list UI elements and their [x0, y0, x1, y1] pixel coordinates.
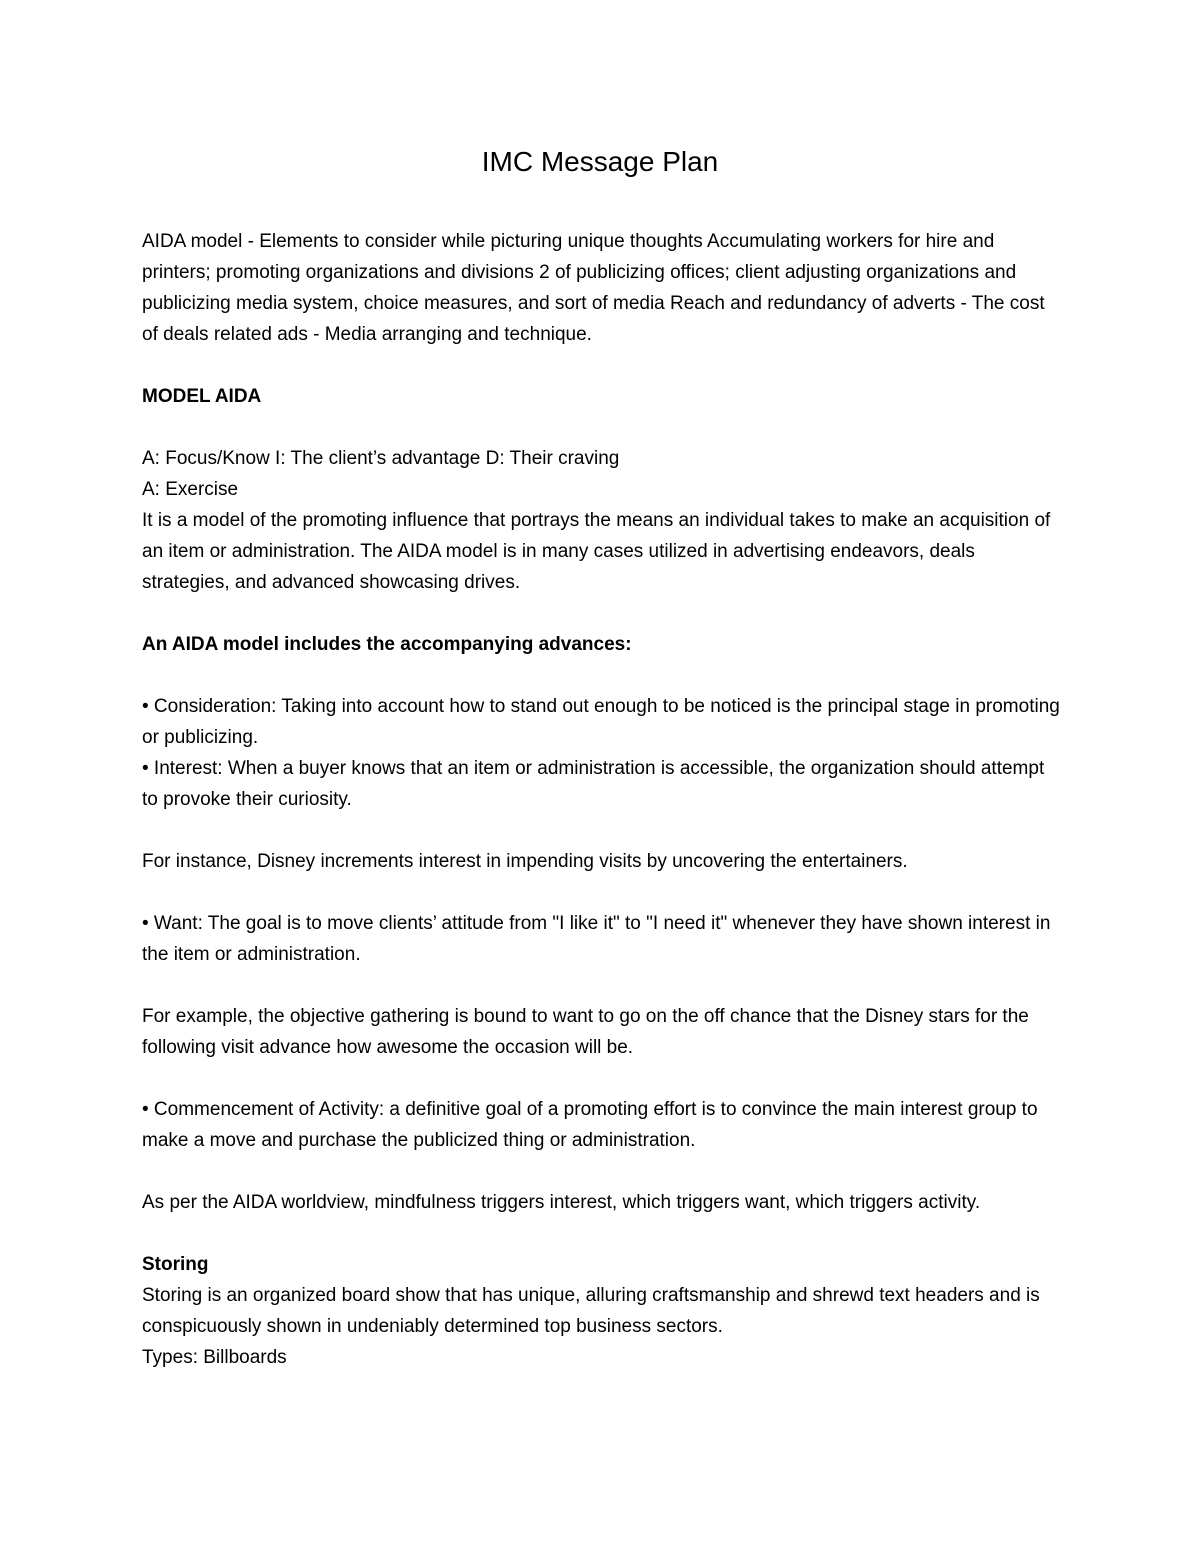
paragraph-gap: [142, 1156, 1062, 1187]
storing-types: Types: Billboards: [142, 1347, 287, 1368]
bullet-consideration: • Consideration: Taking into account how to stand out enough to be noticed is the principal stage in promoting or publicizing.: [142, 696, 1060, 748]
heading-storing: Storing: [142, 1254, 209, 1275]
bullet-interest: • Interest: When a buyer knows that an item or administration is accessible, the organization should attempt to provoke their curiosity.: [142, 758, 1045, 810]
paragraph-gap: [142, 815, 1062, 846]
bullet-activity: • Commencement of Activity: a definitive goal of a promoting effort is to convince the main interest group to make a move and purchase the publicized thing or administration.: [142, 1099, 1038, 1151]
document-title: IMC Message Plan: [481, 146, 719, 177]
heading-advances: An AIDA model includes the accompanying advances:: [142, 634, 632, 655]
document-body: [142, 226, 1062, 1373]
aida-line-1: A: Focus/Know I: The client’s advantage D: Their craving: [142, 448, 620, 469]
heading-model-aida: MODEL AIDA: [142, 386, 262, 407]
paragraph-gap: [142, 350, 1062, 381]
paragraph-gap: [142, 1218, 1062, 1249]
paragraph-gap: [142, 877, 1062, 908]
aida-summary: As per the AIDA worldview, mindfulness triggers interest, which triggers want, which triggers activity.: [142, 1192, 981, 1213]
storing-description: Storing is an organized board show that has unique, alluring craftsmanship and shrewd text headers and is conspicuously shown in undeniably determined top business sectors.: [142, 1285, 1040, 1337]
example-disney-interest: For instance, Disney increments interest in impending visits by uncovering the entertainers.: [142, 851, 908, 872]
aida-line-2: A: Exercise: [142, 479, 239, 500]
example-disney-want: For example, the objective gathering is bound to want to go on the off chance that the Disney stars for the following visit advance how awesome the occasion will be.: [142, 1006, 1029, 1058]
paragraph-gap: [142, 1063, 1062, 1094]
paragraph-gap: [142, 598, 1062, 629]
paragraph-gap: [142, 970, 1062, 1001]
paragraph-gap: [142, 412, 1062, 443]
paragraph-gap: [142, 660, 1062, 691]
intro-paragraph: AIDA model - Elements to consider while picturing unique thoughts Accumulating workers for hire and printers; promoting organizations and divisions 2 of publicizing offices; client adjusting organizations and publicizing media system, choice measures, and sort of media Reach and redundancy of adverts - The cost of deals related ads - Media arranging and technique.: [142, 231, 1045, 345]
aida-description: It is a model of the promoting influence that portrays the means an individual takes to make an acquisition of an item or administration. The AIDA model is in many cases utilized in advertising endeavors, deals strategies, and advanced showcasing drives.: [142, 510, 1051, 593]
bullet-want: • Want: The goal is to move clients’ attitude from "I like it" to "I need it" whenever they have shown interest in the item or administration.: [142, 913, 1051, 965]
